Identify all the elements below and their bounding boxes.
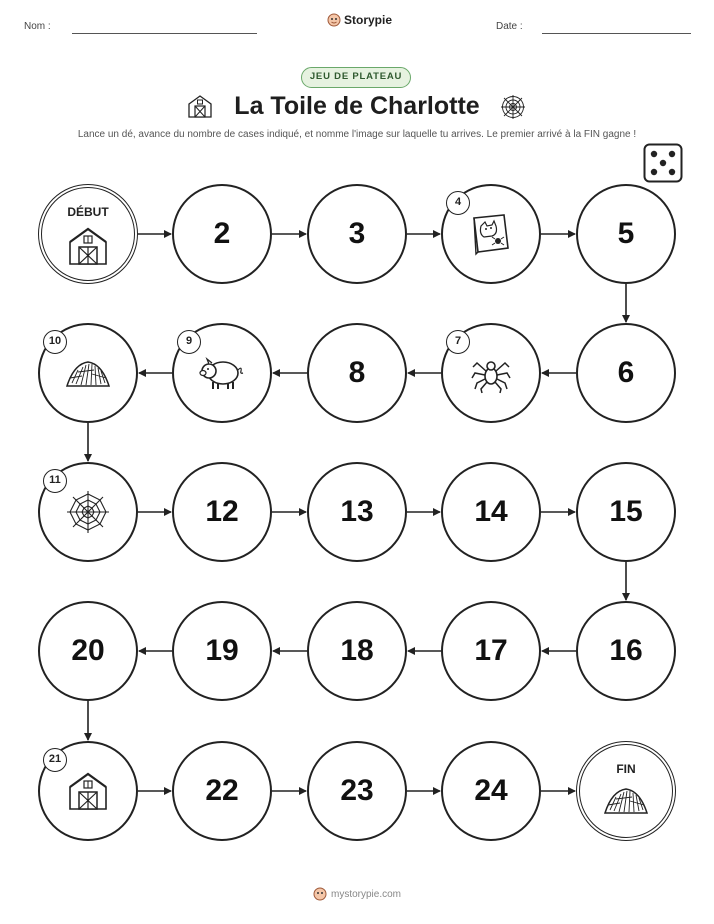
cell-number: 8	[348, 356, 366, 389]
board-cell-14	[441, 462, 541, 562]
board-cell-10	[38, 323, 138, 423]
web-icon	[65, 489, 111, 535]
cell-number: 2	[213, 217, 231, 250]
cell-number-tag: 4	[446, 191, 470, 215]
name-label: Nom :	[24, 21, 51, 32]
barn-icon	[66, 226, 110, 271]
board-cell-11	[38, 462, 138, 562]
board-cell-2	[172, 184, 272, 284]
cell-number-tag: 9	[177, 330, 201, 354]
cell-number: 17	[474, 634, 508, 667]
board-cell-23	[307, 741, 407, 841]
barn-icon	[66, 771, 110, 811]
storypie-mascot-icon	[313, 887, 327, 901]
footer	[0, 887, 714, 901]
board-cell-25	[576, 741, 676, 841]
cell-number: 6	[617, 356, 635, 389]
board-cell-22	[172, 741, 272, 841]
board-cell-17	[441, 601, 541, 701]
cell-number: 24	[474, 774, 508, 807]
book-icon	[468, 212, 514, 256]
board-cell-4	[441, 184, 541, 284]
footer-url[interactable]: mystorypie.com	[330, 888, 401, 900]
board-cell-8	[307, 323, 407, 423]
cell-number-tag: 21	[43, 748, 67, 772]
board-cell-20	[38, 601, 138, 701]
cell-number: 5	[617, 217, 635, 250]
cell-number: 13	[340, 495, 374, 528]
board-cell-9	[172, 323, 272, 423]
cell-number: 15	[609, 495, 643, 528]
hay-icon	[64, 356, 112, 390]
pig-icon	[197, 353, 247, 393]
category-badge: JEU DE PLATEAU	[301, 67, 411, 88]
board-cell-16	[576, 601, 676, 701]
cell-number-tag: 7	[446, 330, 470, 354]
cell-number: 18	[340, 634, 374, 667]
cell-number: 19	[205, 634, 239, 667]
board-cell-24	[441, 741, 541, 841]
date-label: Date :	[496, 21, 523, 32]
hay-icon	[602, 783, 650, 822]
board-cell-19	[172, 601, 272, 701]
board-cell-3	[307, 184, 407, 284]
board-cell-21	[38, 741, 138, 841]
board-cell-6	[576, 323, 676, 423]
spider-icon	[469, 351, 513, 395]
cell-number: 22	[205, 774, 239, 807]
board-cell-1	[38, 184, 138, 284]
board-cell-12	[172, 462, 272, 562]
cell-number: 3	[348, 217, 366, 250]
cell-number: 23	[340, 774, 374, 807]
board-cell-18	[307, 601, 407, 701]
page-title: La Toile de Charlotte	[234, 92, 480, 120]
board-cell-5	[576, 184, 676, 284]
cell-number: 14	[474, 495, 508, 528]
finish-label: FIN	[616, 762, 636, 776]
cell-number: 12	[205, 495, 239, 528]
brand-name: Storypie	[344, 13, 393, 27]
cell-number: 16	[609, 634, 643, 667]
instructions: Lance un dé, avance du nombre de cases indiqué, et nomme l'image sur laquelle tu arrives. Le premier arrivé à la FIN gagne !	[77, 129, 637, 140]
board-cell-13	[307, 462, 407, 562]
cell-number-tag: 11	[43, 469, 67, 493]
cell-number: 20	[71, 634, 105, 667]
cell-number-tag: 10	[43, 330, 67, 354]
board-cell-15	[576, 462, 676, 562]
board-cell-7	[441, 323, 541, 423]
start-label: DÉBUT	[67, 205, 109, 219]
